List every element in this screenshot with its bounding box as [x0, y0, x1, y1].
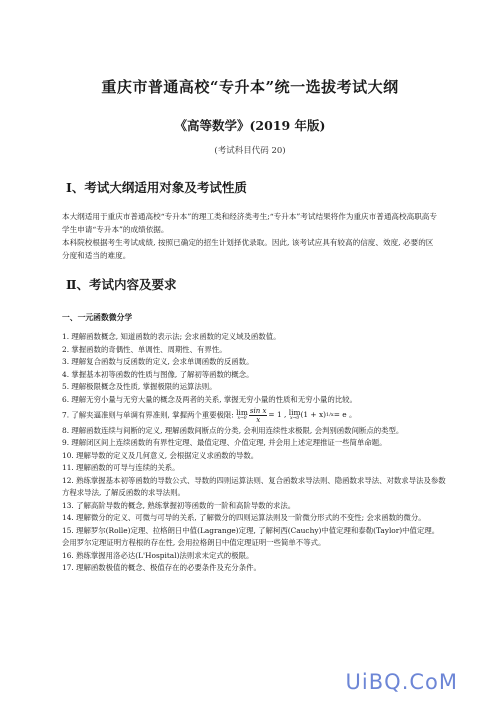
list-item: 9. 理解闭区间上连续函数的有界性定理、最值定理、介值定理, 并会用上述定理推证一些简单命题。 — [62, 438, 387, 448]
list-item: 11. 理解函数的可导与连续的关系。 — [62, 463, 180, 473]
limit-formula-2: lim x→0 (1 + x) 1/x = e 。 — [288, 408, 357, 422]
list-item: 5. 理解极限概念及性质, 掌握极限的运算法则。 — [62, 382, 217, 392]
list-item: 1. 理解函数概念, 知道函数的表示法; 会求函数的定义域及函数值。 — [62, 332, 281, 341]
section-1-paragraph-2: 本科院校根据考生考试成绩, 按照已确定的招生计划择优录取。因此, 该考试应具有较高的信度、效度, 必要的区分度和适当的难度。 — [62, 238, 434, 260]
subject-code: (考试科目代码 20) — [214, 146, 286, 156]
list-item: 10. 理解导数的定义及几何意义, 会根据定义求函数的导数。 — [62, 450, 259, 460]
list-item: 8. 理解函数连续与间断的定义, 理解函数间断点的分类, 会利用连续性求极限, 会判别函数间断点的类型。 — [62, 425, 404, 435]
list-item: 13. 了解高阶导数的概念, 熟练掌握初等函数的一阶和高阶导数的求法。 — [62, 500, 296, 510]
list-item: 14. 理解微分的定义、可微与可导的关系, 了解微分的四则运算法则及一阶微分形式的不变性; 会求函数的微分。 — [62, 513, 426, 523]
list-item: 16. 熟练掌握用洛必达(L'Hospital)法则求未定式的极限。 — [62, 550, 254, 560]
section-1-paragraph-1: 本大纲适用于重庆市普通高校“专升本”的理工类和经济类考生;“专升本”考试结果将作为重庆市普通高校高职高专学生申请“专升本”的成绩依据。 — [62, 212, 437, 234]
list-item: 15. 理解罗尔(Rolle)定理、拉格朗日中值(Lagrange)定理, 了解柯西(Cauchy)中值定理和泰勒(Taylor)中值定理。会用罗尔定理证明方程根的存在性, 会用拉格朗日中值定理证明一些简单不等式。 — [62, 525, 440, 548]
list-item: 3. 理解复合函数与反函数的定义, 会求单调函数的反函数。 — [62, 357, 254, 367]
list-item: 4. 掌握基本初等函数的性质与图像, 了解初等函数的概念。 — [62, 369, 254, 379]
list-item: 2. 掌握函数的奇偶性、单调性、周期性、有界性。 — [62, 344, 227, 354]
subsection-heading: 一、一元函数微分学 — [62, 313, 133, 322]
list-item: 17. 理解函数极值的概念、极值存在的必要条件及充分条件。 — [62, 563, 261, 573]
requirements-list — [62, 331, 446, 575]
document-title: 重庆市普通高校“专升本”统一选拔考试大纲 — [101, 78, 399, 96]
section-1-heading: Ⅰ、考试大纲适用对象及考试性质 — [66, 180, 247, 195]
limits-prefix: 7. 了解夹逼准则与单调有界准则, 掌握两个重要极限: — [62, 410, 234, 420]
site-watermark: UiBQ.CoM — [345, 670, 458, 694]
list-item: 6. 理解无穷小量与无穷大量的概念及两者的关系, 掌握无穷小量的性质和无穷小量的比较。 — [62, 394, 357, 404]
limit-formula-1: lim x→0 $\frac{\text{sin x}}{x}$ = 1 , — [236, 406, 287, 424]
list-item: 12. 熟练掌握基本初等函数的导数公式、导数的四则运算法则、复合函数求导法则、隐函数求导法、对数求导法及参数方程求导法, 了解反函数的求导法则。 — [62, 475, 446, 498]
section-2-heading: Ⅱ、考试内容及要求 — [66, 277, 177, 292]
list-item-limits — [62, 407, 446, 424]
document-subtitle: 《高等数学》(2019 年版) — [174, 118, 326, 133]
